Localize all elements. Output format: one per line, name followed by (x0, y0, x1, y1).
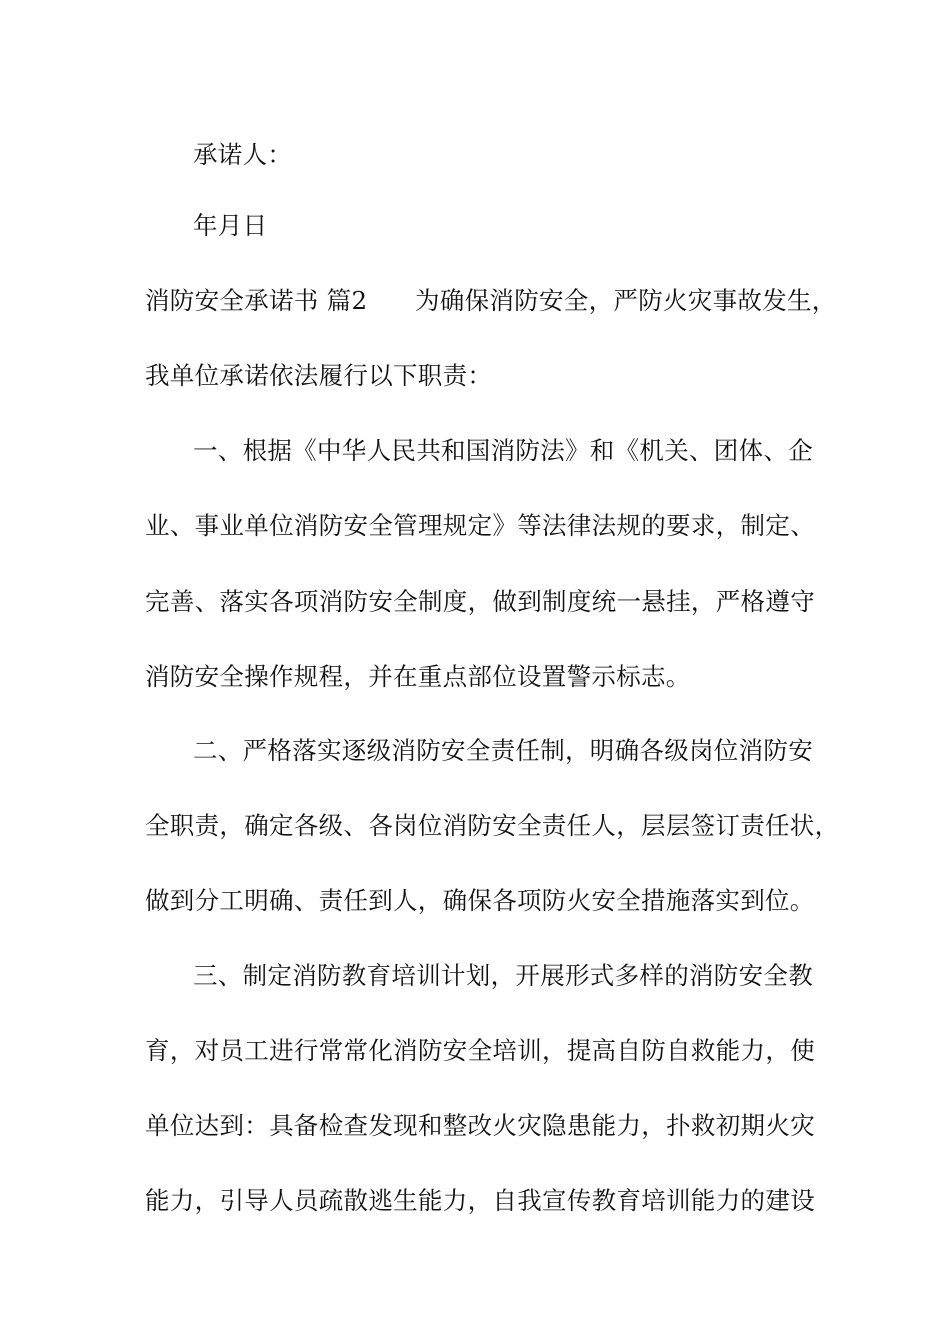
paragraph-3-line-2: 育，对员工进行常常化消防安全培训，提高自防自救能力，使 (145, 1036, 815, 1065)
paragraph-2-line-3: 做到分工明确、责任到人，确保各项防火安全措施落实到位。 (145, 886, 815, 915)
paragraph-1-line-1: 一、根据《中华人民共和国消防法》和《机关、团体、企 (193, 436, 813, 465)
paragraph-2-line-1: 二、严格落实逐级消防安全责任制，明确各级岗位消防安 (193, 736, 813, 765)
section-heading-line (145, 286, 837, 316)
date-label: 年月日 (193, 211, 268, 240)
intro-line-2: 我单位承诺依法履行以下职责： (145, 361, 493, 390)
promisor-label: 承诺人： (193, 140, 293, 169)
intro-line-1: 为确保消防安全，严防火灾事故发生， (415, 286, 837, 315)
section-title: 消防安全承诺书 篇2 (145, 286, 368, 315)
paragraph-1-line-3: 完善、落实各项消防安全制度，做到制度统一悬挂，严格遵守 (145, 587, 815, 616)
paragraph-2-line-2: 全职责，确定各级、各岗位消防安全责任人，层层签订责任状， (145, 811, 840, 840)
paragraph-3-line-1: 三、制定消防教育培训计划，开展形式多样的消防安全教 (193, 961, 813, 990)
paragraph-1-line-4: 消防安全操作规程，并在重点部位设置警示标志。 (145, 662, 691, 691)
paragraph-3-line-3: 单位达到：具备检查发现和整改火灾隐患能力，扑救初期火灾 (145, 1111, 815, 1140)
paragraph-3-line-4: 能力，引导人员疏散逃生能力，自我宣传教育培训能力的建设 (145, 1186, 815, 1215)
paragraph-1-line-2: 业、事业单位消防安全管理规定》等法律法规的要求，制定、 (145, 511, 815, 540)
